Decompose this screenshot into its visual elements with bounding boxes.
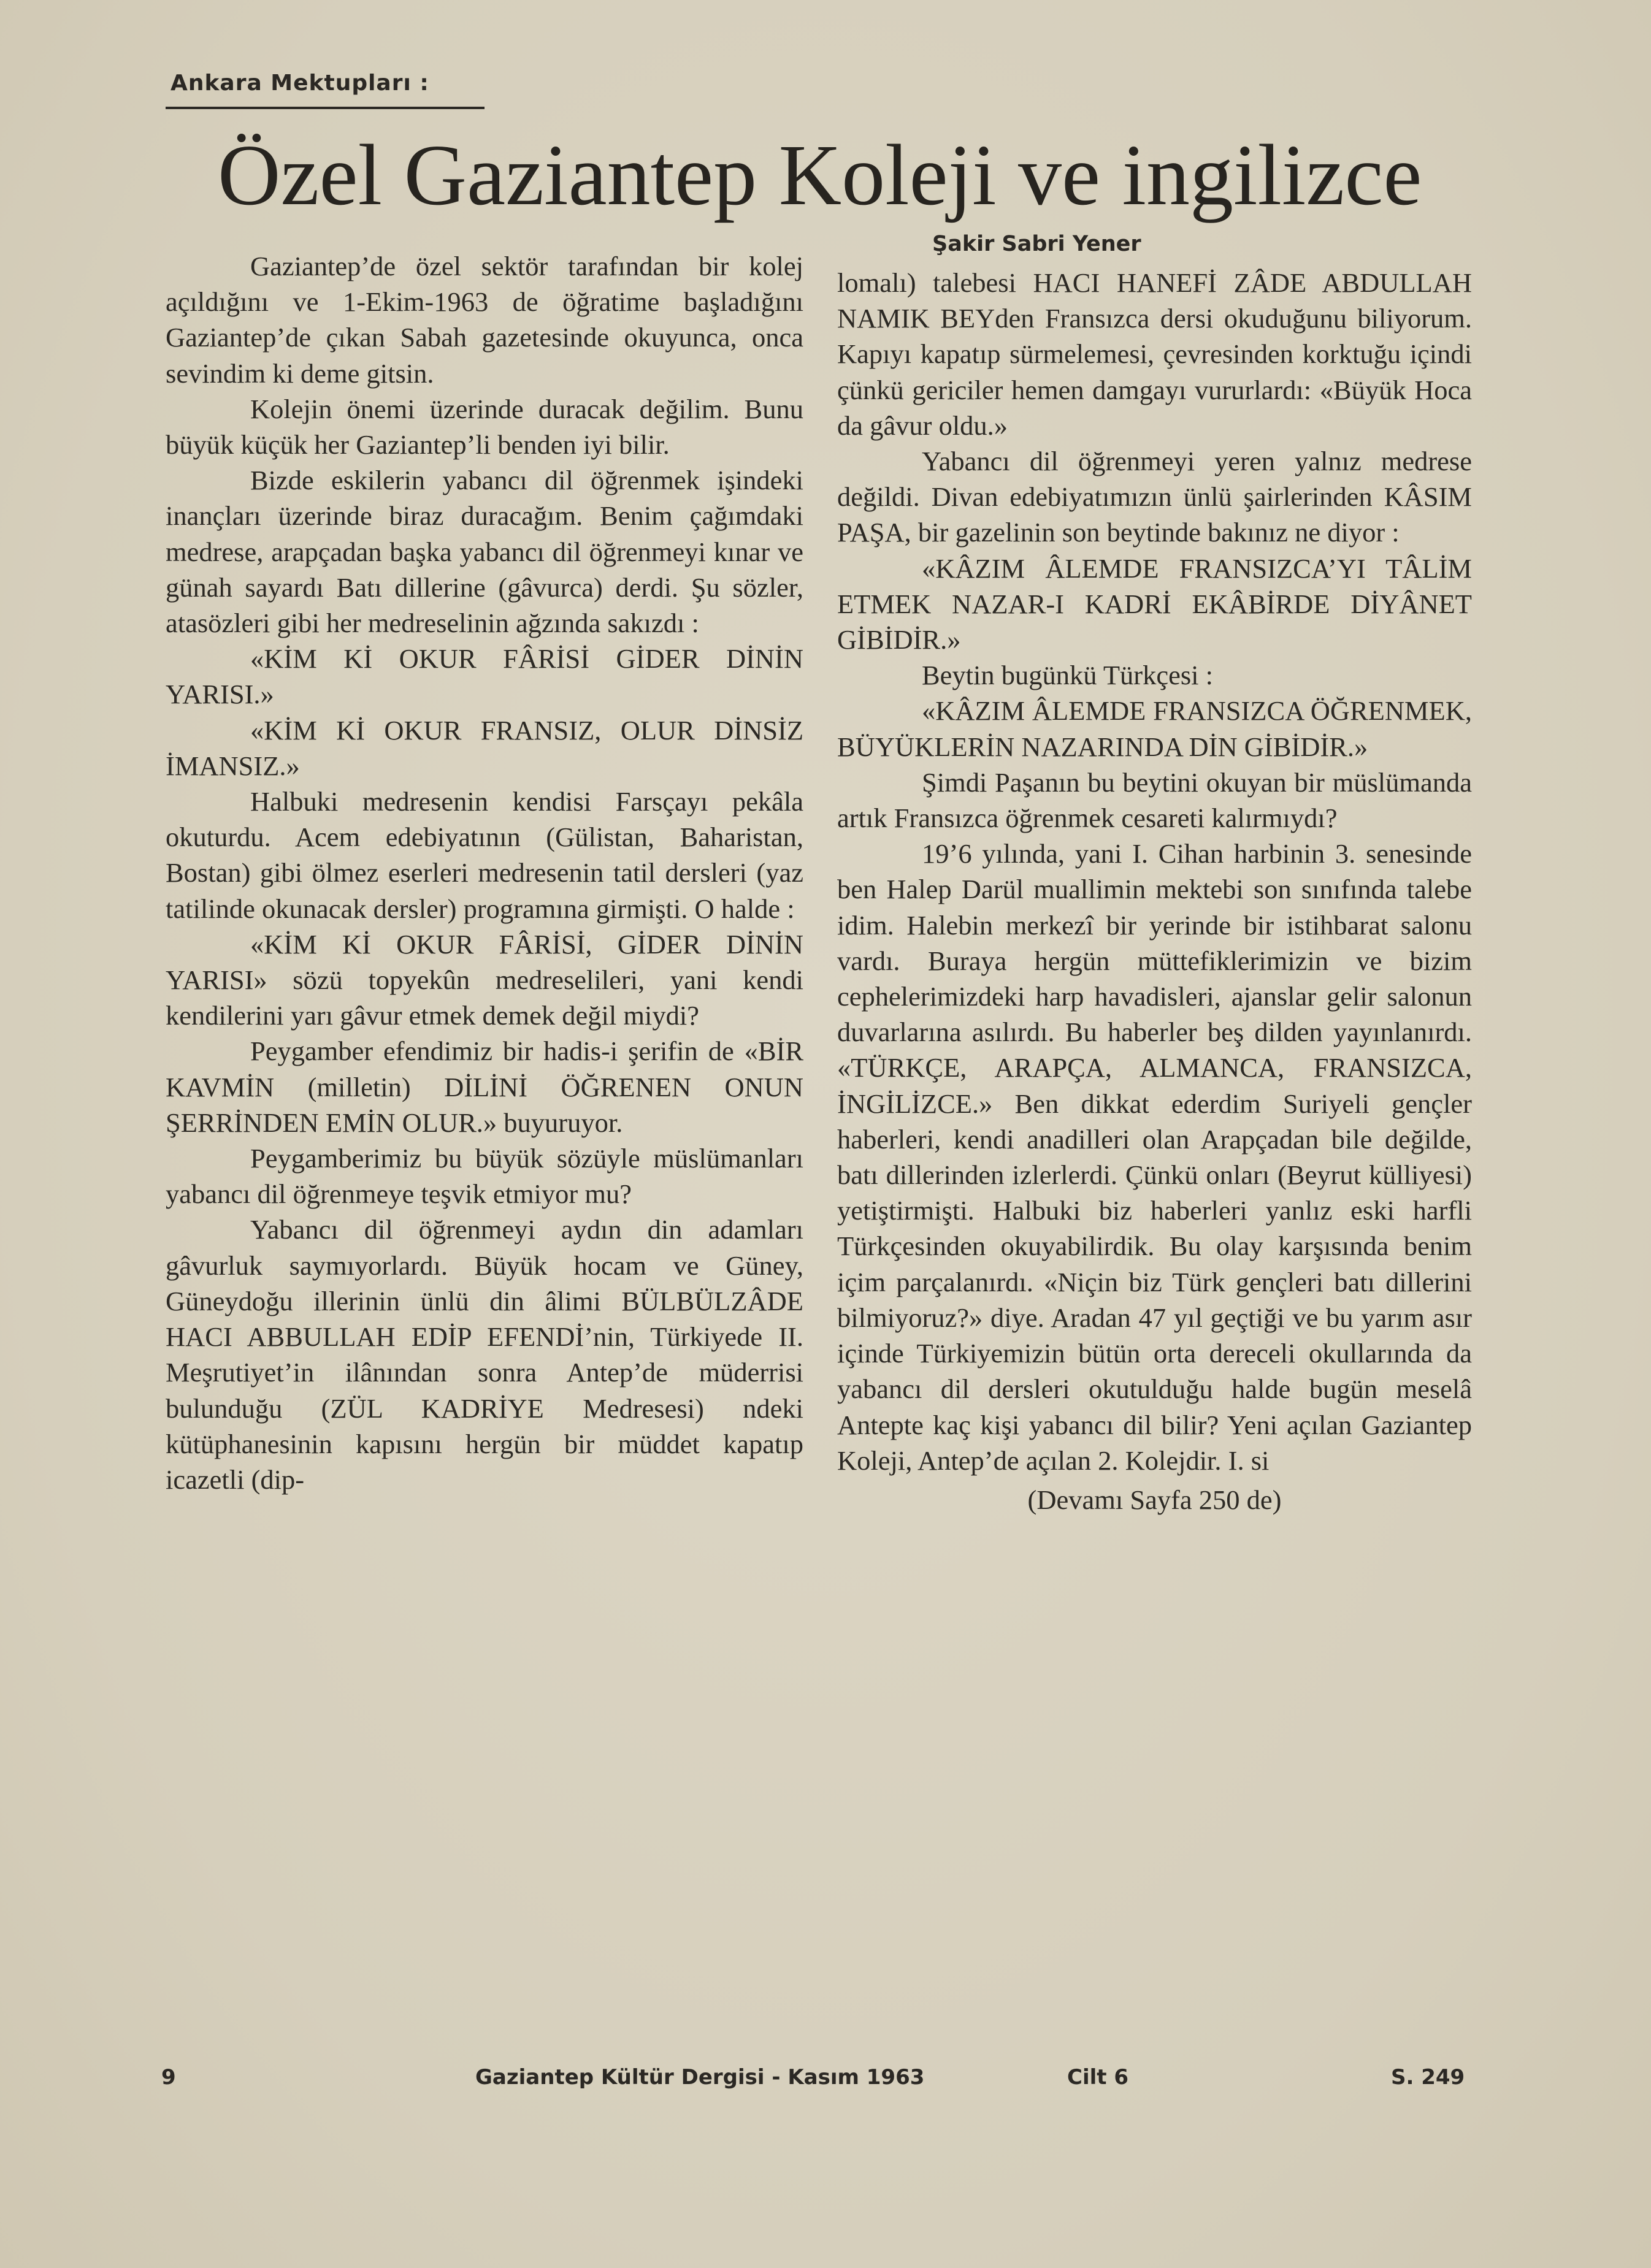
paragraph: Gaziantep’de özel sektör tarafından bir kolej açıldığını ve 1-Ekim-1963 de öğratime başladığını Gaziantep’de çıkan Sabah gazetesinde okuyunca, onca sevindim ki deme gitsin. [166,251,803,389]
paragraph: Kolejin önemi üzerinde duracak değilim. Bunu büyük küçük her Gaziantep’li benden iyi bilir. [166,393,803,460]
paragraph: Peygamberimiz bu büyük sözüyle müslümanları yabancı dil öğrenmeye teşvik etmiyor mu? [166,1143,803,1210]
series-underline [166,107,485,109]
continuation-note: (Devamı Sayfa 250 de) [1027,1484,1282,1515]
volume-label: Cilt 6 [1067,2065,1129,2090]
paragraph: Yabancı dil öğrenmeyi aydın din adamları gâvurluk saymıyorlardı. Büyük hocam ve Güney, Güneydoğu illerinin ünlü din âlimi BÜLBÜLZÂDE HACI ABBULLAH EDİP EFENDİ’nin, Türkiyede II. Meşrutiyet’in ilânından sonra Antep’de müderrisi bulunduğu (ZÜL KADRİYE Medresesi) ndeki kütüphanesinin kapısını hergün bir müddet kapatıp icazetli (dip- [166,1214,803,1495]
paragraph: «KİM Kİ OKUR FÂRİSİ, GİDER DİNİN YARISI» sözü topyekûn medreselileri, yani kendi kendilerini yarı gâvur etmek demek değil miydi? [166,928,803,1031]
page-footer [0,2065,1651,2096]
author-byline: Şakir Sabri Yener [932,232,1141,256]
paragraph: Bizde eskilerin yabancı dil öğrenmek işindeki inançları üzerinde biraz duracağım. Benim çağımdaki medrese, arapçadan başka yabancı dil öğrenmeyi kınar ve günah sayardı Batı dillerine (gâvurca) derdi. Şu sözler, atasözleri gibi her medreselinin ağzında sakızdı : [166,465,803,639]
paragraph: Şimdi Paşanın bu beytini okuyan bir müslümanda artık Fransızca öğrenmek cesareti kalırmıydı? [837,766,1472,834]
paragraph: Beytin bugünkü Türkçesi : [922,660,1214,691]
right-column [837,265,1472,1518]
article-title: Özel Gaziantep Koleji ve ingilizce [218,126,1422,223]
paragraph: Peygamber efendimiz bir hadis-i şerifin de «BİR KAVMİN (milletin) DİLİNİ ÖĞRENEN ONUN ŞERRİNDEN EMİN OLUR.» buyuruyor. [166,1036,803,1138]
paragraph: 19’6 yılında, yani I. Cihan harbinin 3. senesinde ben Halep Darül muallimin mektebi son sınıfında talebe idim. Halebin merkezî bir yerinde bir istihbarat salonu vardı. Buraya hergün müttefiklerimizin ve bizim cephelerimizdeki harp havadisleri, ajanslar gelir salonun duvarlarına asılırdı. Bu haberler beş dilden yayınlanırdı. «TÜRKÇE, ARAPÇA, ALMANCA, FRANSIZCA, İNGİLİZCE.» Ben dikkat ederdim Suriyeli gençler haberleri, kendi anadilleri olan Arapçadan bile değilde, batı dillerinden izlerlerdi. Çünkü onları (Beyrut külliyesi) yetiştirmişti. Halbuki biz haberleri yanlız eski harfli Türkçesinden okuyabilirdik. Bu olay karşısında benim içim parçalanırdı. «Niçin biz Türk gençleri batı dillerini bilmiyoruz?» diye. Aradan 47 yıl geçtiği ve bu yarım asır içinde Türkiyemizin bütün orta dereceli okullarında da yabancı dil dersleri okutulduğu halde bugün meselâ Antepte kaç kişi yabancı dil bilir? Yeni açılan Gaziantep Koleji, Antep’de açılan 2. Kolejdir. I. si [837,838,1472,1476]
quote: «KÂZIM ÂLEMDE FRANSIZCA’YI TÂLİM ETMEK NAZAR-I KADRİ EKÂBİRDE DİYÂNET GİBİDİR.» [837,552,1472,655]
quote: «KİM Kİ OKUR FÂRİSİ GİDER DİNİN YARISI.» [166,643,803,710]
quote: «KİM Kİ OKUR FRANSIZ, OLUR DİNSİZ İMANSIZ.» [166,714,803,781]
paragraph: Yabancı dil öğrenmeyi yeren yalnız medrese değildi. Divan edebiyatımızın ünlü şairlerinden KÂSIM PAŞA, bir gazelinin son beytinde bakınız ne diyor : [837,446,1472,548]
left-column [166,248,803,1497]
magazine-name: Gaziantep Kültür Dergisi - Kasım 1963 [475,2065,925,2090]
series-label: Ankara Mektupları : [170,71,429,96]
paragraph: Halbuki medresenin kendisi Farsçayı pekâla okuturdu. Acem edebiyatının (Gülistan, Baharistan, Bostan) gibi ölmez eserleri medresenin tatil dersleri (yaz tatilinde okunacak dersler) programına girmişti. O halde : [166,786,803,924]
page-number: 9 [161,2065,176,2090]
issue-page: S. 249 [1391,2065,1465,2090]
quote: «KÂZIM ÂLEMDE FRANSIZCA ÖĞRENMEK, BÜYÜKLERİN NAZARINDA DİN GİBİDİR.» [837,695,1472,762]
paragraph: lomalı) talebesi HACI HANEFİ ZÂDE ABDULLAH NAMIK BEYden Fransızca dersi okuduğunu biliyorum. Kapıyı kapatıp sürmelemesi, çevresinden korktuğu içindi çünkü gericiler hemen damgayı vururlardı: «Büyük Hoca da gâvur oldu.» [837,267,1472,441]
